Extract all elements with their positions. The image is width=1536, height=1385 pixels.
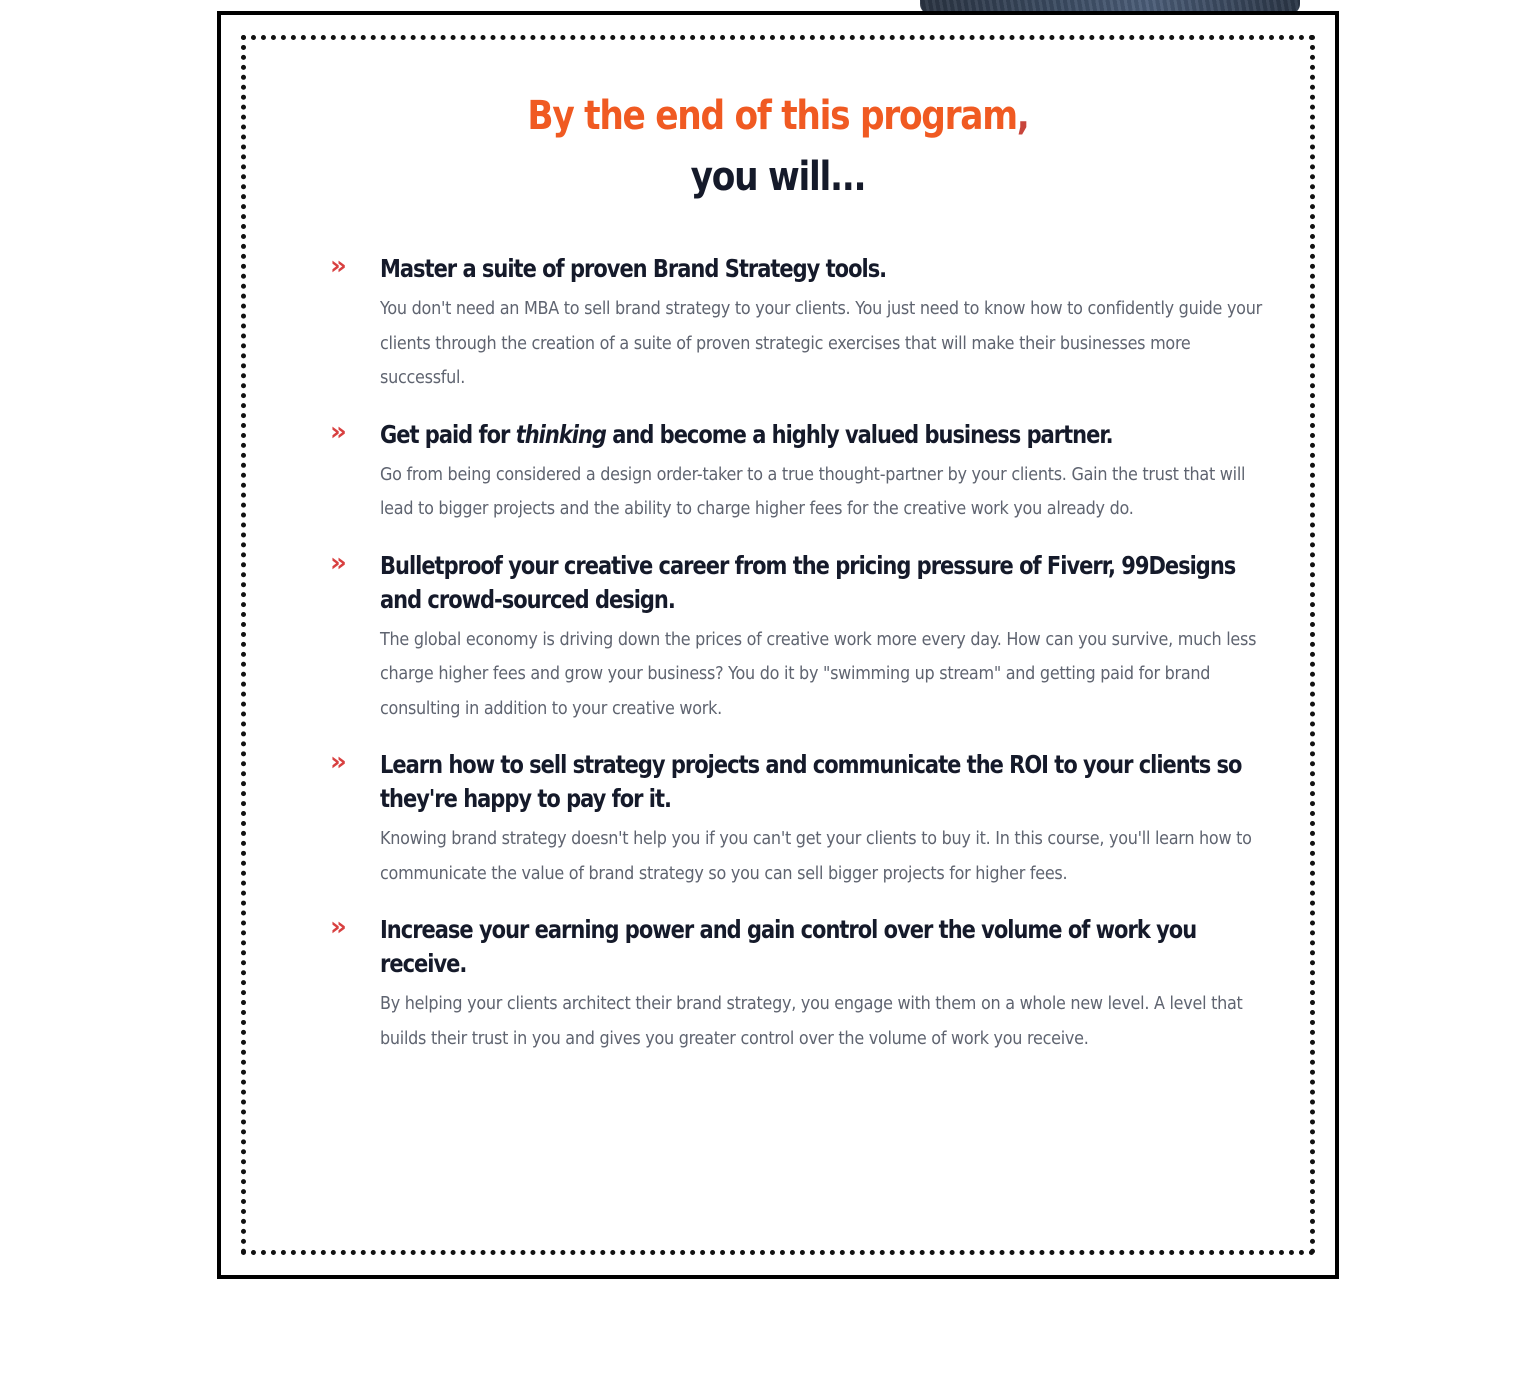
heading-line-2: you will... xyxy=(690,154,866,200)
outcome-description: Knowing brand strategy doesn't help you if you can't get your clients to buy it. In this course, you'll learn how to communicate the value of brand strategy so you can sell bigger projects for higher fees. xyxy=(380,828,1252,884)
outcome-title: Increase your earning power and gain control over the volume of work you receive. xyxy=(380,915,1197,978)
double-chevron-right-icon: » xyxy=(330,912,347,942)
outcome-item-4 xyxy=(330,747,1252,891)
double-chevron-right-icon: » xyxy=(330,547,347,578)
outcome-title: Learn how to sell strategy projects and communicate the ROI to your clients so they're happy to pay for it. xyxy=(380,750,1242,813)
outcome-title: Bulletproof your creative career from the pricing pressure of Fiverr, 99Designs and crowd-sourced design. xyxy=(380,550,1236,614)
outcome-description: Go from being considered a design order-taker to a true thought-partner by your clients. Gain the trust that will lead to bigger projects and the ability to charge higher fees for the creative work you already do. xyxy=(380,463,1246,519)
emphasis-text: thinking xyxy=(515,419,606,449)
double-chevron-right-icon: » xyxy=(330,416,347,447)
dotted-frame xyxy=(241,35,1315,1255)
outcome-description: By helping your clients architect their brand strategy, you engage with them on a whole new level. A level that builds their trust in you and gives you greater control over the volume of work you receive. xyxy=(380,993,1243,1049)
outcome-item-2 xyxy=(330,416,1246,527)
section-heading xyxy=(320,86,1235,208)
outcome-title: Master a suite of proven Brand Strategy tools. xyxy=(380,254,887,283)
outcome-item-1 xyxy=(330,251,1262,396)
outcome-description: The global economy is driving down the prices of creative work more every day. How can you survive, much less charge higher fees and grow your business? You do it by "swimming up stream" and getting paid for brand consulting in addition to your creative work. xyxy=(380,628,1257,719)
outcome-description: You don't need an MBA to sell brand strategy to your clients. You just need to know how to confidently guide your clients through the creation of a suite of proven strategic exercises that will make their businesses more successful. xyxy=(380,298,1262,388)
outcomes-card xyxy=(217,11,1339,1279)
outcome-item-3 xyxy=(330,547,1257,727)
double-chevron-right-icon: » xyxy=(330,747,347,777)
outcome-title: Get paid for thinking and become a highly valued business partner. xyxy=(380,419,1113,449)
outcome-item-5 xyxy=(330,912,1243,1056)
heading-line-1: By the end of this program, xyxy=(527,93,1029,139)
outcomes-list xyxy=(330,251,1262,1078)
double-chevron-right-icon: » xyxy=(330,251,347,281)
